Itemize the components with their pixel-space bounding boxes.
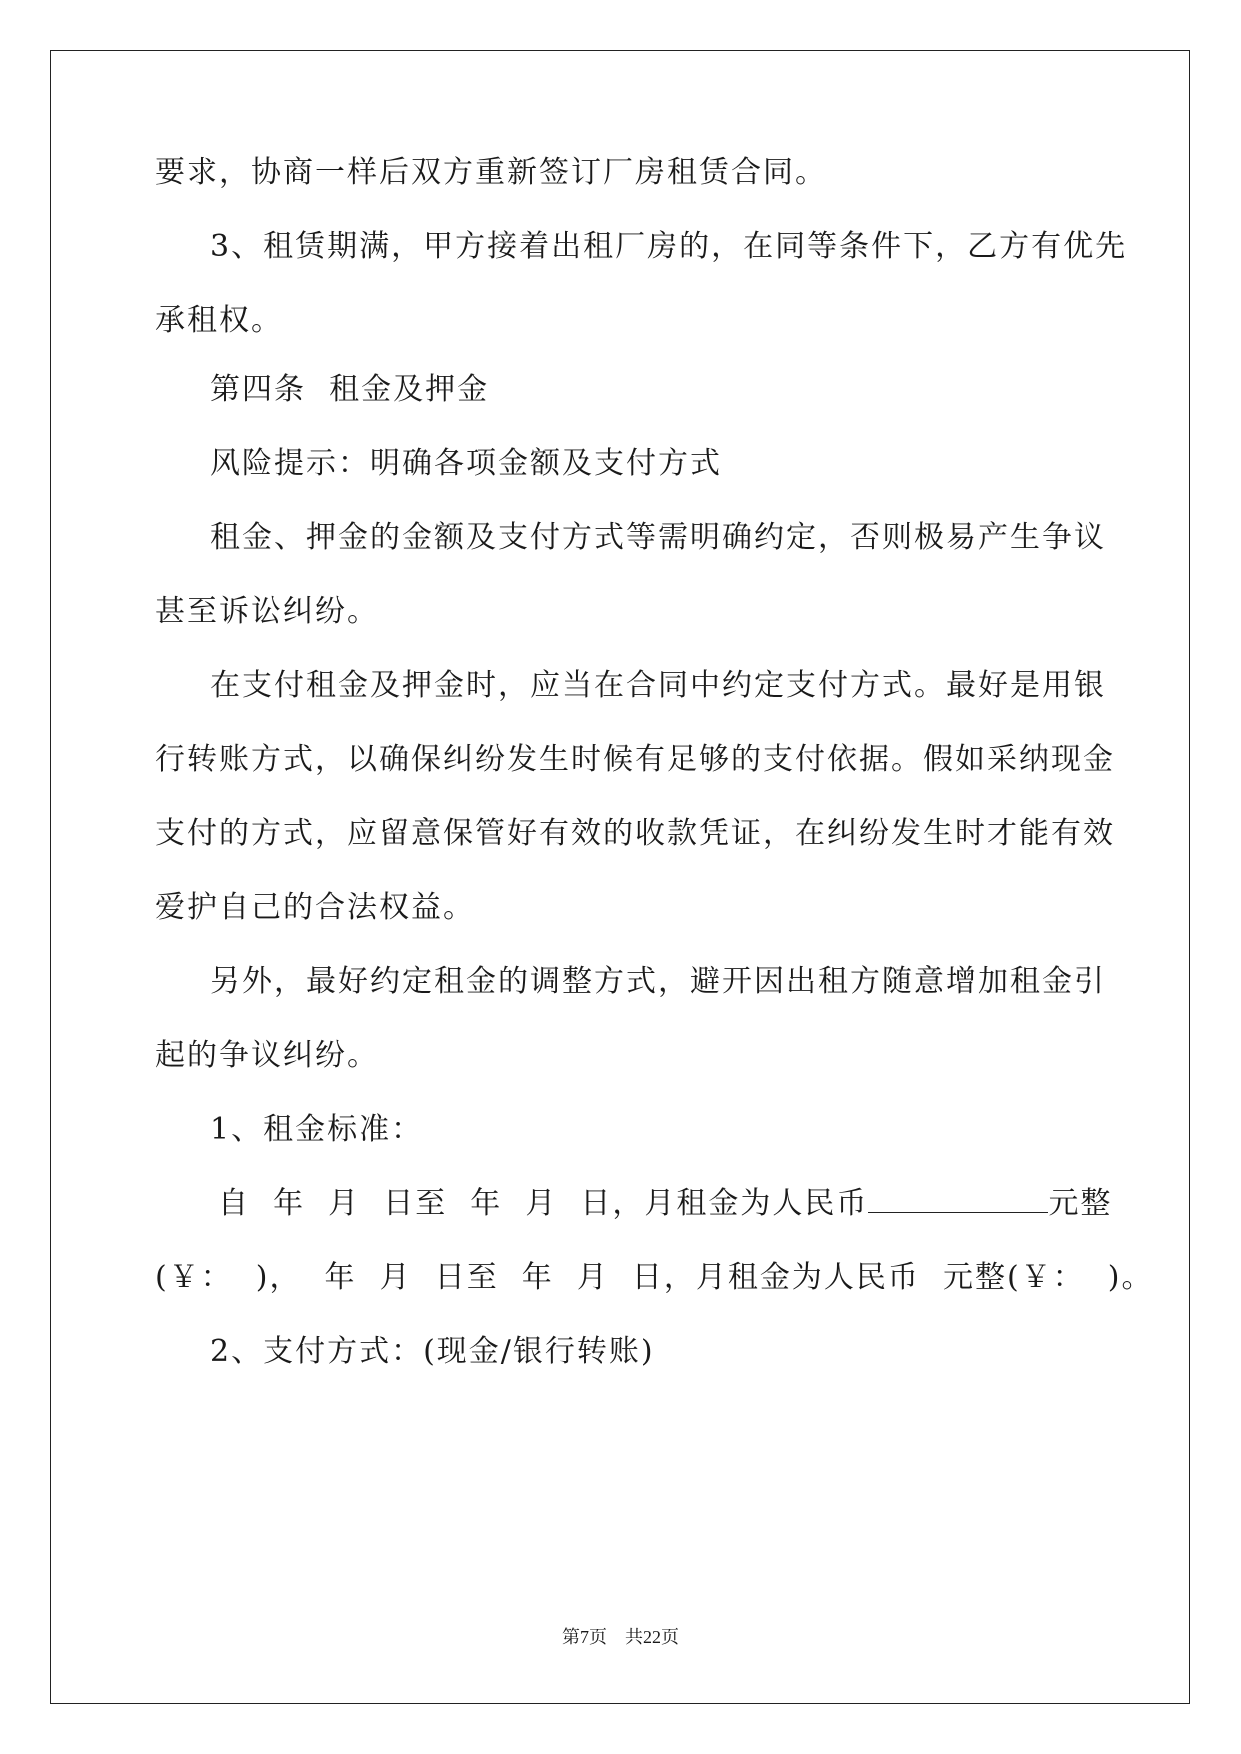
footer-total-suffix: 页 — [661, 1627, 679, 1647]
paragraph-line: 行转账方式，以确保纠纷发生时候有足够的支付依据。假如采纳现金 — [155, 742, 1115, 777]
rent-line-prefix: 自 年 月 日至 年 月 日，月租金为人民币 — [218, 1186, 869, 1221]
paragraph-line: 甚至诉讼纠纷。 — [155, 594, 379, 629]
rent-standard-heading: 1、租金标准： — [210, 1112, 424, 1147]
paragraph-line: 租金、押金的金额及支付方式等需明确约定，否则极易产生争议 — [210, 520, 1106, 555]
paragraph-line: 在支付租金及押金时，应当在合同中约定支付方式。最好是用银 — [210, 668, 1106, 703]
rent-line-suffix: 元整 — [1048, 1186, 1113, 1221]
paragraph-line: 另外，最好约定租金的调整方式，避开因出租方随意增加租金引 — [210, 964, 1106, 999]
paragraph-line: 3、租赁期满，甲方接着出租厂房的，在同等条件下，乙方有优先 — [210, 229, 1128, 264]
footer-page-prefix: 第 — [562, 1627, 580, 1647]
paragraph-line: 要求，协商一样后双方重新签订厂房租赁合同。 — [155, 155, 827, 190]
footer-total-prefix: 共 — [625, 1627, 643, 1647]
footer-total-pages: 22 — [643, 1627, 661, 1647]
payment-method-line: 2、支付方式：(现金/银行转账) — [210, 1334, 655, 1369]
page-border — [50, 50, 1190, 1704]
section-heading: 第四条 租金及押金 — [210, 372, 490, 407]
paragraph-line: 爱护自己的合法权益。 — [155, 890, 475, 925]
rent-line — [218, 1186, 1113, 1221]
paragraph-line: 起的争议纠纷。 — [155, 1038, 379, 1073]
footer-page-suffix: 页 — [589, 1627, 607, 1647]
paragraph-line: 支付的方式，应留意保管好有效的收款凭证，在纠纷发生时才能有效 — [155, 816, 1115, 851]
page-footer — [0, 1628, 1241, 1646]
risk-tip-heading: 风险提示：明确各项金额及支付方式 — [210, 446, 722, 481]
amount-blank — [868, 1212, 1048, 1213]
paragraph-line: 承租权。 — [155, 303, 283, 338]
rent-line-2: (￥： )， 年 月 日至 年 月 日，月租金为人民币 元整(￥： )。 — [155, 1260, 1154, 1295]
footer-page-number: 7 — [580, 1627, 589, 1647]
